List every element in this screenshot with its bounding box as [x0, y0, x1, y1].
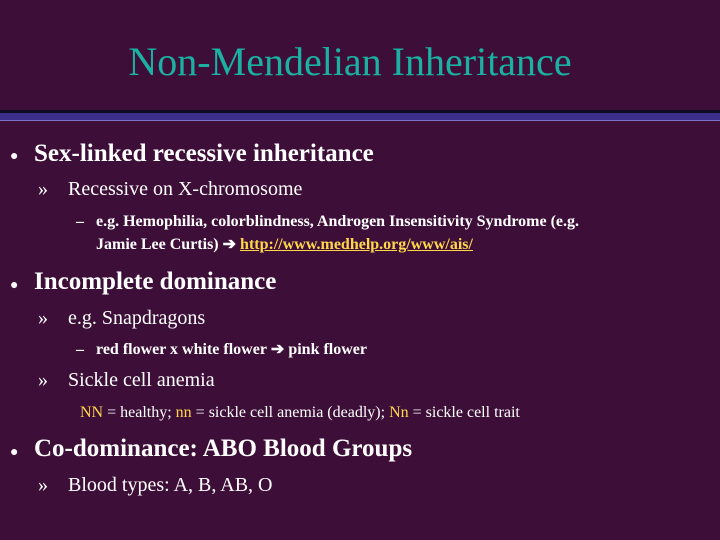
genotype-NN: NN: [80, 404, 104, 421]
sub-item-recessive-x: [38, 178, 302, 201]
genotype-text: = sickle cell anemia (deadly);: [191, 404, 390, 421]
bullet-icon: ●: [10, 149, 19, 164]
bullet-icon: ●: [10, 278, 19, 293]
detail-result-text: pink flower: [288, 341, 367, 358]
detail-text-line1: e.g. Hemophilia, colorblindness, Androgen Insensitivity Syndrome (e.g.: [96, 213, 580, 230]
sub-item-sickle-cell: [38, 369, 215, 392]
detail-text-line2: Jamie Lee Curtis): [96, 236, 219, 253]
sub-item-snapdragons: [38, 307, 205, 330]
arrow-right-icon: ➔: [222, 236, 237, 253]
ais-link[interactable]: http://www.medhelp.org/www/ais/: [240, 236, 473, 253]
detail-cross-text: red flower x white flower: [96, 341, 267, 358]
sub-marker-icon: »: [38, 307, 48, 329]
sub-marker-icon: »: [38, 474, 48, 496]
bullet-incomplete-dominance: Incomplete dominance: [34, 268, 277, 295]
bullet-sex-linked: Sex-linked recessive inheritance: [34, 140, 374, 167]
bullet-icon: ●: [10, 445, 19, 460]
dash-icon: –: [76, 341, 84, 358]
detail-examples: [76, 212, 579, 232]
arrow-right-icon: ➔: [270, 341, 285, 358]
sickle-cell-genotypes: [80, 404, 520, 422]
bullet-co-dominance: Co-dominance: ABO Blood Groups: [34, 435, 413, 462]
genotype-Nn: Nn: [389, 404, 409, 421]
sub-item-label: Sickle cell anemia: [68, 369, 215, 391]
dash-icon: –: [76, 213, 84, 230]
genotype-text: = healthy;: [103, 404, 176, 421]
sub-marker-icon: »: [38, 369, 48, 391]
sub-item-blood-types: [38, 474, 272, 497]
title-divider-highlight: [0, 120, 720, 121]
detail-flower-cross: [76, 340, 367, 360]
sub-marker-icon: »: [38, 178, 48, 200]
slide-title: Non-Mendelian Inheritance: [128, 39, 572, 84]
sub-item-label: Blood types: A, B, AB, O: [68, 474, 273, 496]
genotype-text: = sickle cell trait: [408, 404, 520, 421]
sub-item-label: Recessive on X-chromosome: [68, 178, 303, 200]
genotype-nn: nn: [175, 404, 192, 421]
detail-examples-line2: [96, 235, 473, 255]
sub-item-label: e.g. Snapdragons: [68, 307, 206, 329]
title-divider: [0, 113, 720, 120]
